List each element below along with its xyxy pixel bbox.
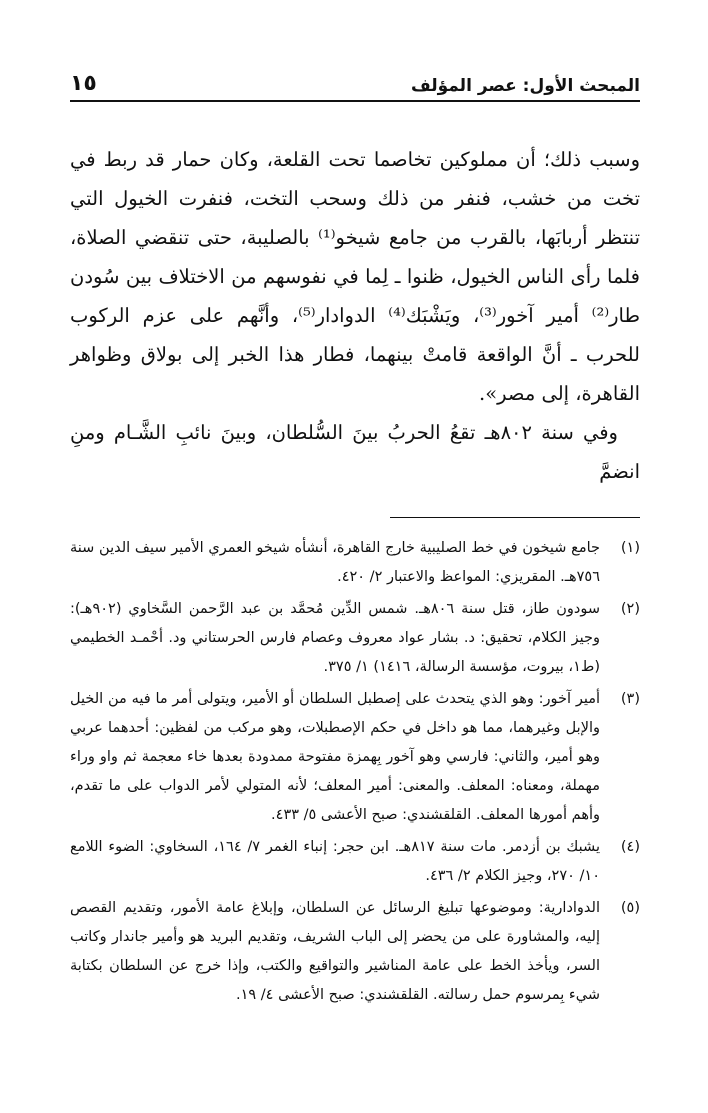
footnote-text: أمير آخور: وهو الذي يتحدث على إصطبل السلطان أو الأمير، ويتولى أمر ما فيه من الخيل والإبل وغيرهما، مما هو داخل في حكم الإصطبلات، وهو مركب من لفظين: أحدهما عربي وهو أمير، والثاني: فارسي وهو آخور بِهمزة مفتوحة ممدودة بعدها خاء معجمة ثم واو وراء مهملة، ومعناه: المعلف. والمعنى: أمير المعلف؛ لأنه المتولي لأمر الدواب على ما تقدم، وأهم أمورها المعلف. القلقشندي: صبح الأعشى ٥/ ٤٣٣. xyxy=(70,691,600,823)
footnote-text: يشبك بن أزدمر. مات سنة ٨١٧هـ. ابن حجر: إنباء الغمر ٧/ ١٦٤، السخاوي: الضوء اللامع ١٠/ ٢٧٠، وجيز الكلام ٢/ ٤٣٦. xyxy=(70,839,600,884)
running-title: المبحث الأول: عصر المؤلف xyxy=(411,76,640,96)
footnote-number: (١) xyxy=(620,540,640,556)
footnote-3 xyxy=(70,685,640,830)
footnotes xyxy=(70,534,640,1010)
book-page xyxy=(70,60,640,1013)
footnote-4 xyxy=(70,833,640,891)
footnote-text: الدوادارية: وموضوعها تبليغ الرسائل عن السلطان، وإبلاغ عامة الأمور، وتقديم القصص إليه، والمشاورة على من يحضر إلى الباب الشريف، وتقديم البريد هو وأمير جاندار وكاتب السر، ويأخذ الخط على عامة المناشير والتواقيع والكتب، وإذا خرج عن السلطان بكتابة شيء بِمرسوم حمل رسالته. القلقشندي: صبح الأعشى ٤/ ١٩. xyxy=(70,900,600,1003)
footnote-1 xyxy=(70,534,640,592)
footnote-number: (٥) xyxy=(620,900,640,916)
footnote-number: (٢) xyxy=(620,601,640,617)
footnote-text: سودون طاز، قتل سنة ٨٠٦هـ. شمس الدِّين مُحمَّد بن عبد الرَّحمن السَّخاوي (٩٠٢هـ): وجيز الكلام، تحقيق: د. بشار عواد معروف وعصام فارس الحرستاني ود. أحْمـد الخطيمي (ط١، بيروت، مؤسسة الرسالة، ١٤١٦) ١/ ٣٧٥. xyxy=(70,601,600,675)
body-paragraph: وسبب ذلك؛ أن مملوكين تخاصما تحت القلعة، وكان حمار قد ربط في تخت من خشب، فنفر من ذلك وسحب التخت، فنفرت الخيول التي تنتظر أربابَها، بالقرب من جامع شيخو⁽¹⁾ بالصليبة، حتى تنقضي الصلاة، فلما رأى الناس الخيول، ظنوا ـ لِما في نفوسهم من الاختلاف بين سُودن طار⁽²⁾ أمير آخور⁽³⁾، ويَشْبَك⁽⁴⁾ الدوادار⁽⁵⁾، وأنَّهم على عزم الركوب للحرب ـ أنَّ الواقعة قامتْ بينهما، فطار هذا الخبر إلى بولاق وظواهر القاهرة، إلى مصر». xyxy=(70,148,640,405)
running-header xyxy=(70,60,640,102)
footnote-separator xyxy=(390,517,640,518)
footnote-5 xyxy=(70,894,640,1010)
footnote-text: جامع شيخون في خط الصليبية خارج القاهرة، أنشأه شيخو العمري الأمير سيف الدين سنة ٧٥٦هـ. المقريزي: المواعظ والاعتبار ٢/ ٤٢٠. xyxy=(70,540,600,585)
footnote-number: (٣) xyxy=(620,691,640,707)
body-paragraph: وفي سنة ٨٠٢هـ تقعُ الحربُ بينَ السُّلطان، وبينَ نائبِ الشَّـام ومنِ انضمَّ xyxy=(70,421,640,483)
page-number: ١٥ xyxy=(70,71,97,96)
footnote-2 xyxy=(70,595,640,682)
main-text xyxy=(70,140,640,491)
footnote-number: (٤) xyxy=(620,839,640,855)
